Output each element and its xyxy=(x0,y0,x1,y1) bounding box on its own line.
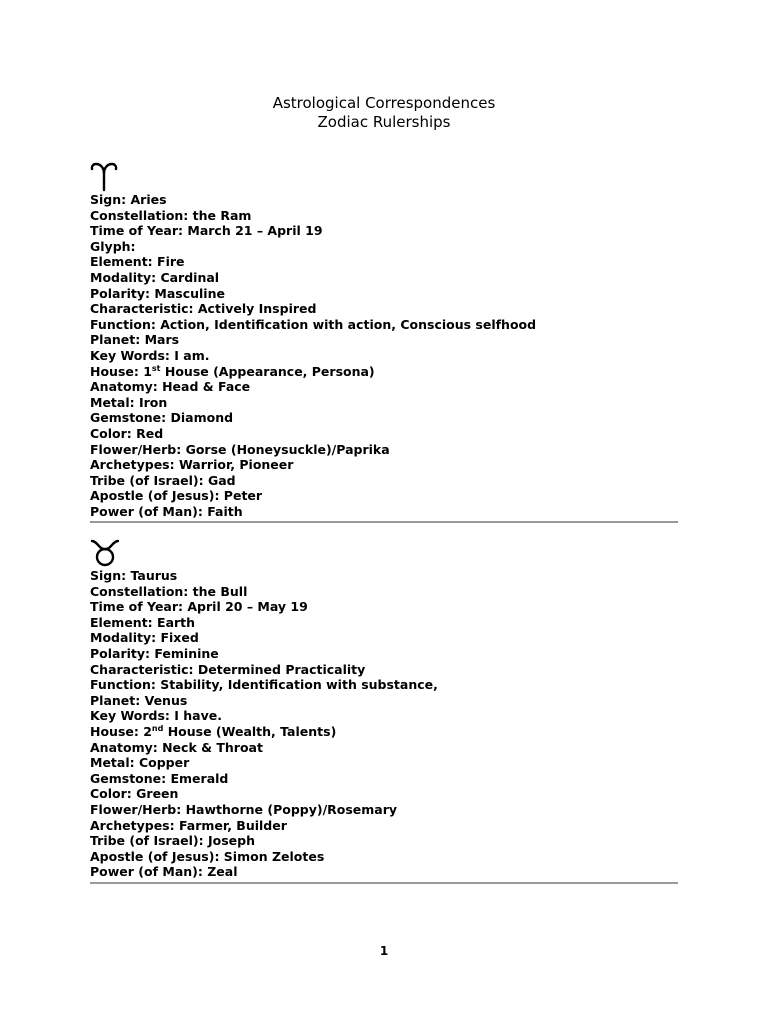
taurus-planet: Planet: Venus xyxy=(90,692,188,708)
aries-house-prefix: House: 1 xyxy=(90,363,152,379)
aries-time-of-year: Time of Year: March 21 – April 19 xyxy=(90,223,323,239)
taurus-house xyxy=(90,724,678,740)
taurus-apostle: Apostle (of Jesus): Simon Zelotes xyxy=(90,848,325,864)
aries-divider xyxy=(90,521,678,523)
taurus-house-prefix: House: 2 xyxy=(90,723,152,739)
aries-power: Power (of Man): Faith xyxy=(90,503,243,519)
aries-house-ordinal: st xyxy=(151,363,161,373)
aries-glyph-icon xyxy=(90,160,678,192)
taurus-section xyxy=(90,536,678,884)
aries-archetypes: Archetypes: Warrior, Pioneer xyxy=(90,457,294,473)
aries-modality: Modality: Cardinal xyxy=(90,269,220,285)
aries-polarity: Polarity: Masculine xyxy=(90,285,225,301)
taurus-polarity: Polarity: Feminine xyxy=(90,645,219,661)
taurus-house-ordinal: nd xyxy=(151,723,164,733)
taurus-flower-herb: Flower/Herb: Hawthorne (Poppy)/Rosemary xyxy=(90,801,398,817)
taurus-function: Function: Stability, Identification with substance, xyxy=(90,677,438,693)
taurus-tribe: Tribe (of Israel): Joseph xyxy=(90,833,255,849)
taurus-gemstone: Gemstone: Emerald xyxy=(90,770,229,786)
taurus-key-words: Key Words: I have. xyxy=(90,708,222,724)
taurus-divider xyxy=(90,882,678,884)
taurus-constellation: Constellation: the Bull xyxy=(90,583,248,599)
title-line-1: Astrological Correspondences xyxy=(272,94,496,112)
aries-planet: Planet: Mars xyxy=(90,332,180,348)
title-line-2: Zodiac Rulerships xyxy=(317,113,451,131)
taurus-sign: Sign: Taurus xyxy=(90,568,178,583)
taurus-archetypes: Archetypes: Farmer, Builder xyxy=(90,817,287,833)
aries-sign: Sign: Aries xyxy=(90,192,167,207)
taurus-house-rest: House (Wealth, Talents) xyxy=(163,723,337,739)
aries-function: Function: Action, Identification with action, Conscious selfhood xyxy=(90,316,537,332)
aries-characteristic: Characteristic: Actively Inspired xyxy=(90,301,317,317)
taurus-anatomy: Anatomy: Neck & Throat xyxy=(90,739,263,755)
aries-element: Element: Fire xyxy=(90,254,185,270)
aries-constellation: Constellation: the Ram xyxy=(90,207,252,223)
taurus-power: Power (of Man): Zeal xyxy=(90,864,238,880)
taurus-time-of-year: Time of Year: April 20 – May 19 xyxy=(90,599,308,615)
aries-color: Color: Red xyxy=(90,425,164,441)
page-title xyxy=(0,94,768,132)
aries-flower-herb: Flower/Herb: Gorse (Honeysuckle)/Paprika xyxy=(90,441,390,457)
aries-glyph-label: Glyph: xyxy=(90,238,136,254)
taurus-glyph-icon xyxy=(90,536,678,568)
aries-house-rest: House (Appearance, Persona) xyxy=(160,363,375,379)
aries-tribe: Tribe (of Israel): Gad xyxy=(90,472,236,488)
aries-metal: Metal: Iron xyxy=(90,394,168,410)
aries-key-words: Key Words: I am. xyxy=(90,347,210,363)
page-number: 1 xyxy=(379,944,389,958)
taurus-element: Element: Earth xyxy=(90,614,196,630)
taurus-metal: Metal: Copper xyxy=(90,755,190,771)
taurus-characteristic: Characteristic: Determined Practicality xyxy=(90,661,366,677)
taurus-fields xyxy=(90,568,678,880)
aries-fields xyxy=(90,192,678,519)
taurus-color: Color: Green xyxy=(90,786,179,802)
aries-section xyxy=(90,160,678,523)
aries-apostle: Apostle (of Jesus): Peter xyxy=(90,488,263,504)
aries-gemstone: Gemstone: Diamond xyxy=(90,410,234,426)
aries-house xyxy=(90,364,678,380)
aries-anatomy: Anatomy: Head & Face xyxy=(90,379,251,395)
taurus-modality: Modality: Fixed xyxy=(90,630,199,646)
